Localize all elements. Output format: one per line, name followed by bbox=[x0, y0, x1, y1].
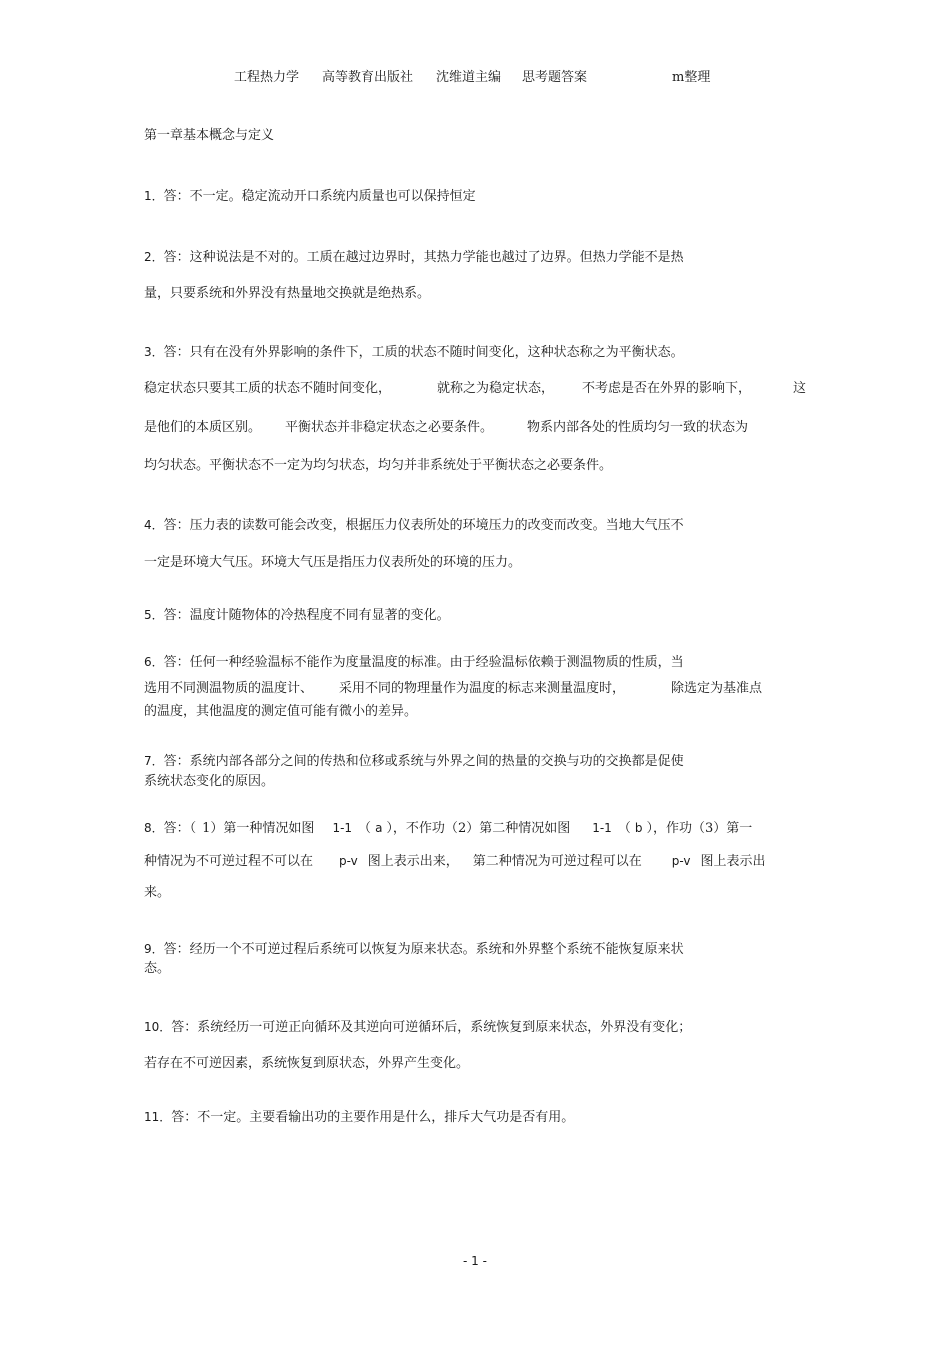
answer-10-line-1 bbox=[144, 1019, 691, 1036]
answer-text: 答：不一定。主要看输出功的主要作用是什么，排斥大气功是否有用。 bbox=[171, 1110, 575, 1125]
answer-text: 物系内部各处的性质均匀一致的状态为 bbox=[527, 420, 749, 435]
answer-text: 答：系统经历一可逆正向循环及其逆向可逆循环后，系统恢复到原来状态，外界没有变化； bbox=[171, 1020, 692, 1035]
answer-number: 11． bbox=[144, 1110, 172, 1124]
answer-number: 5． bbox=[144, 608, 164, 622]
answer-text: 就称之为稳定状态， bbox=[437, 381, 555, 396]
answer-6-line-1 bbox=[144, 654, 684, 671]
answer-text: 答：这种说法是不对的。工质在越过边界时，其热力学能也越过了边界。但热力学能不是热 bbox=[163, 250, 684, 265]
answer-4-line-2: 一定是环境大气压。环境大气压是指压力仪表所处的环境的压力。 bbox=[144, 555, 522, 570]
header-compiler: m整理 bbox=[672, 70, 711, 85]
answer-text: 答：（ bbox=[163, 821, 197, 836]
answer-text: 第二种情况为可逆过程可以在 bbox=[472, 854, 642, 869]
answer-text: 2）第二种情况如图 bbox=[457, 821, 571, 836]
answer-7-line-1 bbox=[144, 753, 684, 770]
answer-4-line-1 bbox=[144, 517, 684, 534]
answer-text: 不考虑是否在外界的影响下， bbox=[582, 381, 752, 396]
answer-1-line-1 bbox=[144, 188, 476, 205]
answer-text: 3）第一 bbox=[704, 821, 753, 836]
answer-8-line-1 bbox=[144, 820, 752, 837]
answer-text: 答：只有在没有外界影响的条件下，工质的状态不随时间变化，这种状态称之为平衡状态。 bbox=[163, 345, 684, 360]
answer-3-line-2 bbox=[144, 381, 806, 397]
figure-ref: 1-1 bbox=[332, 821, 353, 835]
answer-text: （ bbox=[358, 821, 372, 836]
answer-number: 7． bbox=[144, 754, 164, 768]
pv-label: p-v bbox=[671, 854, 691, 868]
answer-number: 3． bbox=[144, 345, 164, 359]
answer-text: 答：系统内部各部分之间的传热和位移或系统与外界之间的热量的交换与功的交换都是促使 bbox=[163, 754, 684, 769]
answer-7-line-2: 系统状态变化的原因。 bbox=[144, 774, 275, 789]
answer-text: 答：温度计随物体的冷热程度不同有显著的变化。 bbox=[163, 608, 450, 623]
answer-number: 8． bbox=[144, 821, 164, 835]
answer-3-line-4: 均匀状态。平衡状态不一定为均匀状态，均匀并非系统处于平衡状态之必要条件。 bbox=[144, 458, 613, 473]
answer-8-line-2 bbox=[144, 853, 766, 870]
answer-8-line-3: 来。 bbox=[144, 885, 171, 900]
answer-number: 6． bbox=[144, 655, 164, 669]
answer-text: （ bbox=[617, 821, 631, 836]
answer-text: 是他们的本质区别。 bbox=[144, 420, 262, 435]
answer-text: 答：不一定。稳定流动开口系统内质量也可以保持恒定 bbox=[163, 189, 476, 204]
answer-text: 答：经历一个不可逆过程后系统可以恢复为原来状态。系统和外界整个系统不能恢复原来状 bbox=[163, 942, 684, 957]
answer-text: 选用不同测温物质的温度计、 bbox=[144, 681, 314, 696]
answer-9-line-1 bbox=[144, 941, 684, 958]
answer-number: 2． bbox=[144, 250, 164, 264]
header-subject: 工程热力学 bbox=[234, 70, 300, 85]
figure-ref: 1-1 bbox=[592, 821, 612, 835]
figure-ref-a: a bbox=[375, 821, 383, 835]
answer-number: 10． bbox=[144, 1020, 172, 1034]
answer-text: ），作功（ bbox=[646, 821, 705, 836]
answer-10-line-2: 若存在不可逆因素，系统恢复到原状态，外界产生变化。 bbox=[144, 1056, 470, 1071]
answer-text: 图上表示出 bbox=[700, 854, 766, 869]
answer-2-line-2: 量，只要系统和外界没有热量地交换就是绝热系。 bbox=[144, 286, 431, 301]
header-doc-type: 思考题答案 bbox=[522, 70, 588, 85]
answer-11-line-1 bbox=[144, 1109, 574, 1126]
header-publisher: 高等教育出版社 bbox=[322, 70, 414, 85]
answer-number: 1． bbox=[144, 189, 164, 203]
answer-text: 图上表示出来， bbox=[367, 854, 459, 869]
answer-text: 答：任何一种经验温标不能作为度量温度的标准。由于经验温标依赖于测温物质的性质，当 bbox=[163, 655, 684, 670]
answer-6-line-2 bbox=[144, 681, 762, 697]
figure-ref-b: b bbox=[634, 821, 643, 835]
answer-text: 1）第一种情况如图 bbox=[202, 821, 315, 836]
answer-number: 9． bbox=[144, 942, 164, 956]
answer-text: 这 bbox=[792, 381, 806, 396]
answer-6-line-3: 的温度，其他温度的测定值可能有微小的差异。 bbox=[144, 704, 418, 719]
answer-9-line-2: 态。 bbox=[144, 961, 171, 976]
page-number: - 1 - bbox=[463, 1254, 487, 1268]
answer-text: 答：压力表的读数可能会改变，根据压力仪表所处的环境压力的改变而改变。当地大气压不 bbox=[163, 518, 684, 533]
answer-3-line-1 bbox=[144, 344, 684, 361]
answer-5-line-1 bbox=[144, 607, 450, 624]
chapter-title: 第一章基本概念与定义 bbox=[144, 128, 275, 143]
answer-number: 4． bbox=[144, 518, 164, 532]
answer-3-line-3 bbox=[144, 420, 748, 436]
answer-text: 平衡状态并非稳定状态之必要条件。 bbox=[285, 420, 494, 435]
answer-2-line-1 bbox=[144, 249, 684, 266]
answer-text: 稳定状态只要其工质的状态不随时间变化， bbox=[144, 381, 392, 396]
header-editor: 沈维道主编 bbox=[436, 70, 502, 85]
answer-text: 种情况为不可逆过程不可以在 bbox=[144, 854, 314, 869]
answer-text: 除选定为基准点 bbox=[671, 681, 763, 696]
pv-label: p-v bbox=[339, 854, 358, 868]
answer-text: ），不作功（ bbox=[386, 821, 458, 836]
answer-text: 采用不同的物理量作为温度的标志来测量温度时， bbox=[339, 681, 626, 696]
